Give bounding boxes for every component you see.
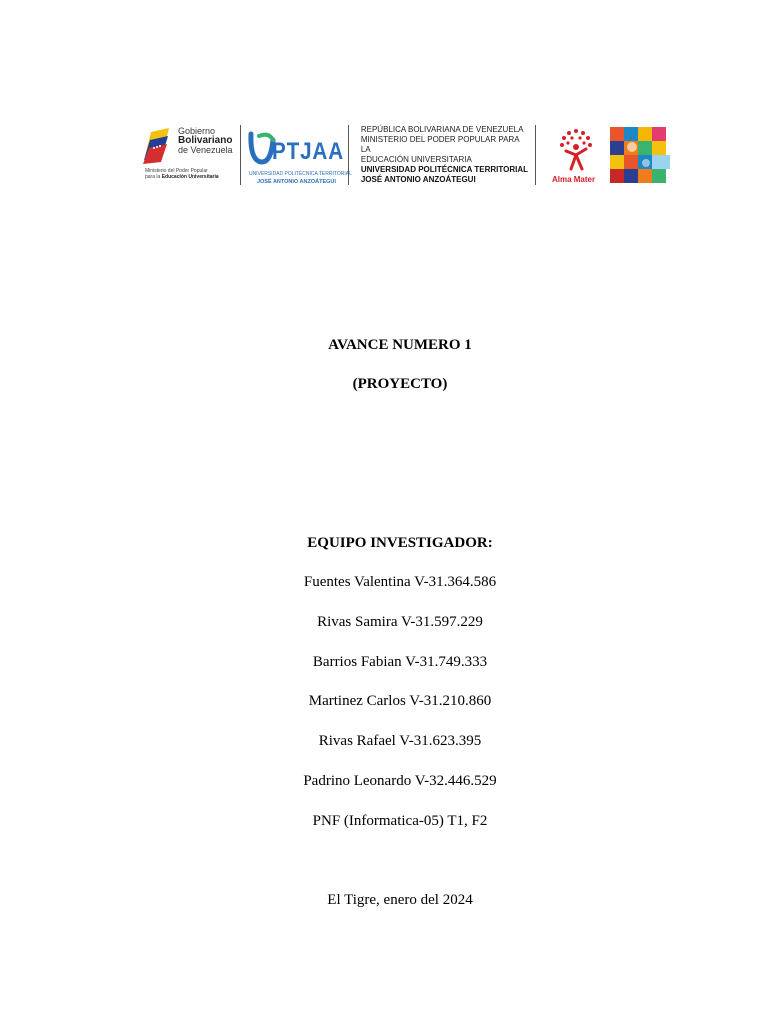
team-member: Padrino Leonardo V-32.446.529 xyxy=(303,773,497,789)
team-member: Rivas Rafael V-31.623.395 xyxy=(318,733,482,749)
institution-line: UNIVERSIDAD POLITÉCNICA TERRITORIAL xyxy=(360,165,528,174)
header-divider xyxy=(535,125,536,185)
team-member: Martinez Carlos V-31.210.860 xyxy=(308,693,492,709)
uptjaa-logo xyxy=(245,124,352,186)
document-subtitle: (PROYECTO) xyxy=(352,376,448,392)
team-heading: EQUIPO INVESTIGADOR: xyxy=(307,535,493,551)
ministerio-caption xyxy=(145,169,237,181)
gobierno-line2: Bolivariano xyxy=(178,135,233,146)
ministerio-caption-bold: Educación Universitaria xyxy=(161,173,219,180)
alma-mater-label: Alma Mater xyxy=(551,175,596,184)
colorful-mosaic-logo xyxy=(608,125,674,185)
uptjaa-wordmark: PTJAA xyxy=(271,138,344,165)
team-member: Barrios Fabian V-31.749.333 xyxy=(312,654,488,670)
team-member: Rivas Samira V-31.597.229 xyxy=(317,614,483,630)
institutional-header xyxy=(141,122,674,188)
gobierno-line1: Gobierno xyxy=(178,126,216,136)
institution-text xyxy=(353,125,531,185)
ministerio-caption-line1: Ministerio del Poder Popular xyxy=(145,168,208,174)
gobierno-bolivariano-logo xyxy=(141,124,236,186)
team-member: Fuentes Valentina V-31.364.586 xyxy=(303,574,497,590)
alma-mater-emblem-icon xyxy=(546,125,606,175)
header-divider xyxy=(240,125,241,185)
institution-line: REPÚBLICA BOLIVARIANA DE VENEZUELA xyxy=(360,125,524,134)
place-date: El Tigre, enero del 2024 xyxy=(327,892,473,908)
uptjaa-caption-line2: JOSÉ ANTONIO ANZOÁTEGUI xyxy=(256,179,336,185)
institution-line: EDUCACIÓN UNIVERSITARIA xyxy=(360,155,472,164)
uptjaa-caption-line1: UNIVERSIDAD POLITÉCNICA TERRITORIAL xyxy=(248,171,352,177)
venezuela-flag-icon xyxy=(141,126,175,166)
institution-line: JOSÉ ANTONIO ANZOÁTEGUI xyxy=(360,175,476,184)
gobierno-line3: de Venezuela xyxy=(178,145,233,155)
ministerio-caption-prefix: para la xyxy=(145,173,161,180)
document-title: AVANCE NUMERO 1 xyxy=(328,337,472,353)
institution-line: MINISTERIO DEL PODER POPULAR PARA LA xyxy=(360,135,520,154)
alma-mater-logo xyxy=(546,125,606,185)
program-line: PNF (Informatica-05) T1, F2 xyxy=(312,813,488,829)
